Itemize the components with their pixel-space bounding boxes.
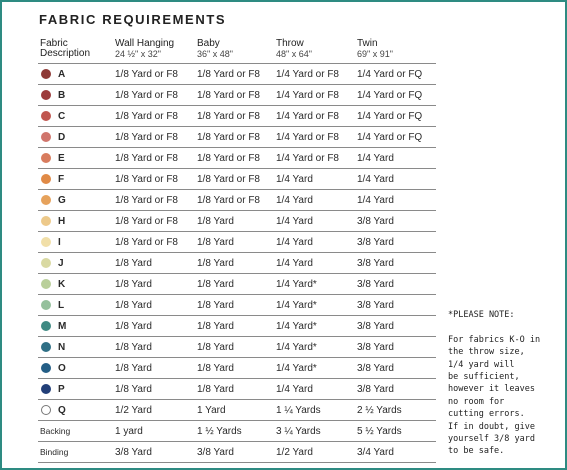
cell-value: 1/8 Yard — [197, 342, 234, 353]
cell-value: 1/8 Yard or F8 — [115, 216, 178, 227]
table-row — [38, 420, 436, 441]
cell-value: 1/4 Yard* — [276, 321, 317, 332]
fabric-label: G — [58, 195, 66, 206]
table-row — [38, 273, 436, 294]
fabric-swatch-icon — [41, 174, 51, 184]
cell-value: 1/8 Yard or F8 — [197, 153, 260, 164]
fabric-swatch-icon — [41, 153, 51, 163]
cell-value: 3 ¼ Yards — [276, 426, 321, 437]
cell-value: 1/8 Yard — [115, 258, 152, 269]
cell-value: 1/8 Yard — [197, 216, 234, 227]
table-row — [38, 315, 436, 336]
cell-value: 1/4 Yard or F8 — [276, 90, 339, 101]
cell-value: 1/2 Yard — [276, 447, 313, 458]
table-row — [38, 84, 436, 105]
cell-value: 1/8 Yard or F8 — [115, 174, 178, 185]
fabric-label: A — [58, 69, 66, 80]
table-row — [38, 210, 436, 231]
cell-value: 1/8 Yard or F8 — [197, 174, 260, 185]
cell-value: 2 ½ Yards — [357, 405, 402, 416]
please-note: *PLEASE NOTE: For fabrics K-O in the throw size, 1/4 yard will be sufficient, however it leaves no room for cutting errors. If in doubt, give yourself 3/8 yard to be safe. — [448, 310, 541, 457]
fabric-label: Q — [58, 405, 66, 416]
cell-value: 3/4 Yard — [357, 447, 394, 458]
cell-value: 1/8 Yard — [115, 321, 152, 332]
cell-value: 1/4 Yard* — [276, 279, 317, 290]
cell-value: 1/4 Yard or FQ — [357, 132, 423, 143]
fabric-swatch-icon — [41, 132, 51, 142]
cell-value: 1 ¼ Yards — [276, 405, 321, 416]
cell-value: 1/4 Yard — [276, 174, 313, 185]
table-row — [38, 378, 436, 399]
cell-value: 1/8 Yard — [197, 384, 234, 395]
row-label: Backing — [40, 426, 71, 436]
fabric-label: M — [58, 321, 67, 332]
header-desc-line1: Fabric — [40, 38, 68, 49]
requirements-table — [38, 63, 436, 463]
cell-value: 3/8 Yard — [357, 321, 394, 332]
cell-value: 1/8 Yard or F8 — [115, 195, 178, 206]
fabric-swatch-icon — [41, 216, 51, 226]
cell-value: 1/8 Yard — [197, 363, 234, 374]
cell-value: 1/8 Yard — [115, 363, 152, 374]
cell-value: 1/8 Yard or F8 — [197, 132, 260, 143]
fabric-label: D — [58, 132, 66, 143]
cell-value: 1/8 Yard or F8 — [197, 195, 260, 206]
cell-value: 3/8 Yard — [115, 447, 152, 458]
table-row — [38, 294, 436, 315]
header-col-name: Wall Hanging — [115, 38, 175, 49]
cell-value: 3/8 Yard — [357, 216, 394, 227]
header-col-size: 48" x 64" — [276, 49, 312, 59]
cell-value: 1/4 Yard — [276, 237, 313, 248]
header-wall-hanging — [115, 39, 174, 59]
header-desc-line2: Description — [40, 48, 91, 59]
fabric-swatch-icon — [41, 237, 51, 247]
table-row — [38, 147, 436, 168]
cell-value: 1/8 Yard or F8 — [115, 132, 178, 143]
fabric-label: K — [58, 279, 66, 290]
cell-value: 1/4 Yard — [276, 258, 313, 269]
cell-value: 1/4 Yard — [276, 216, 313, 227]
row-label: Binding — [40, 447, 69, 457]
cell-value: 1/4 Yard* — [276, 300, 317, 311]
table-row — [38, 399, 436, 420]
table-row — [38, 252, 436, 273]
fabric-swatch-icon — [41, 90, 51, 100]
cell-value: 3/8 Yard — [357, 300, 394, 311]
cell-value: 1/8 Yard or F8 — [115, 90, 178, 101]
fabric-label: F — [58, 174, 65, 185]
cell-value: 3/8 Yard — [357, 342, 394, 353]
header-col-size: 24 ½" x 32" — [115, 49, 161, 59]
table-row — [38, 63, 436, 84]
cell-value: 1 Yard — [197, 405, 226, 416]
header-fabric-description — [40, 39, 90, 59]
header-col-name: Twin — [357, 38, 378, 49]
fabric-label: B — [58, 90, 66, 101]
fabric-swatch-icon — [41, 258, 51, 268]
cell-value: 1/4 Yard or F8 — [276, 111, 339, 122]
cell-value: 1/4 Yard* — [276, 363, 317, 374]
fabric-label: L — [58, 300, 65, 311]
cell-value: 1/8 Yard — [197, 300, 234, 311]
header-col-size: 36" x 48" — [197, 49, 233, 59]
cell-value: 3/8 Yard — [197, 447, 234, 458]
fabric-label: E — [58, 153, 65, 164]
cell-value: 1 yard — [115, 426, 143, 437]
cell-value: 1/8 Yard or F8 — [115, 111, 178, 122]
header-twin — [357, 39, 393, 59]
header-baby — [197, 39, 233, 59]
header-col-size: 69" x 91" — [357, 49, 393, 59]
header-throw — [276, 39, 312, 59]
cell-value: 1/8 Yard — [115, 279, 152, 290]
table-row — [38, 189, 436, 210]
fabric-label: I — [58, 237, 61, 248]
table-row — [38, 231, 436, 252]
table-row — [38, 441, 436, 463]
fabric-swatch-icon — [41, 384, 51, 394]
fabric-label: P — [58, 384, 65, 395]
header-col-name: Baby — [197, 38, 220, 49]
cell-value: 5 ½ Yards — [357, 426, 402, 437]
table-row — [38, 336, 436, 357]
fabric-swatch-icon — [41, 69, 51, 79]
header-col-name: Throw — [276, 38, 304, 49]
cell-value: 1/4 Yard or F8 — [276, 132, 339, 143]
cell-value: 1/4 Yard or FQ — [357, 90, 423, 101]
cell-value: 1/8 Yard or F8 — [197, 111, 260, 122]
cell-value: 1/8 Yard or F8 — [197, 69, 260, 80]
cell-value: 3/8 Yard — [357, 258, 394, 269]
cell-value: 1/4 Yard — [357, 195, 394, 206]
cell-value: 1/4 Yard — [357, 153, 394, 164]
cell-value: 1/2 Yard — [115, 405, 152, 416]
fabric-swatch-icon — [41, 321, 51, 331]
cell-value: 1/8 Yard — [115, 300, 152, 311]
page-title: FABRIC REQUIREMENTS — [39, 12, 227, 27]
cell-value: 1/8 Yard — [197, 258, 234, 269]
cell-value: 1 ½ Yards — [197, 426, 242, 437]
cell-value: 3/8 Yard — [357, 363, 394, 374]
cell-value: 1/4 Yard — [357, 174, 394, 185]
cell-value: 1/8 Yard — [115, 384, 152, 395]
cell-value: 1/4 Yard* — [276, 342, 317, 353]
cell-value: 1/8 Yard — [197, 321, 234, 332]
fabric-swatch-icon — [41, 195, 51, 205]
cell-value: 1/8 Yard — [197, 279, 234, 290]
fabric-swatch-icon — [41, 300, 51, 310]
cell-value: 1/4 Yard or F8 — [276, 153, 339, 164]
fabric-label: J — [58, 258, 64, 269]
cell-value: 1/4 Yard — [276, 195, 313, 206]
cell-value: 1/8 Yard — [197, 237, 234, 248]
table-row — [38, 105, 436, 126]
fabric-label: N — [58, 342, 66, 353]
cell-value: 1/4 Yard or FQ — [357, 111, 423, 122]
cell-value: 3/8 Yard — [357, 384, 394, 395]
fabric-swatch-icon — [41, 279, 51, 289]
fabric-label: O — [58, 363, 66, 374]
fabric-swatch-icon — [41, 342, 51, 352]
fabric-swatch-icon — [41, 111, 51, 121]
fabric-swatch-icon — [41, 363, 51, 373]
cell-value: 1/8 Yard or F8 — [115, 69, 178, 80]
table-row — [38, 168, 436, 189]
cell-value: 1/8 Yard or F8 — [115, 153, 178, 164]
cell-value: 3/8 Yard — [357, 237, 394, 248]
table-row — [38, 357, 436, 378]
cell-value: 1/8 Yard or F8 — [197, 90, 260, 101]
cell-value: 1/4 Yard or FQ — [357, 69, 423, 80]
cell-value: 1/8 Yard or F8 — [115, 237, 178, 248]
cell-value: 1/8 Yard — [115, 342, 152, 353]
table-row — [38, 126, 436, 147]
fabric-swatch-icon — [41, 405, 51, 415]
cell-value: 1/4 Yard — [276, 384, 313, 395]
fabric-label: H — [58, 216, 66, 227]
fabric-label: C — [58, 111, 66, 122]
cell-value: 1/4 Yard or F8 — [276, 69, 339, 80]
cell-value: 3/8 Yard — [357, 279, 394, 290]
